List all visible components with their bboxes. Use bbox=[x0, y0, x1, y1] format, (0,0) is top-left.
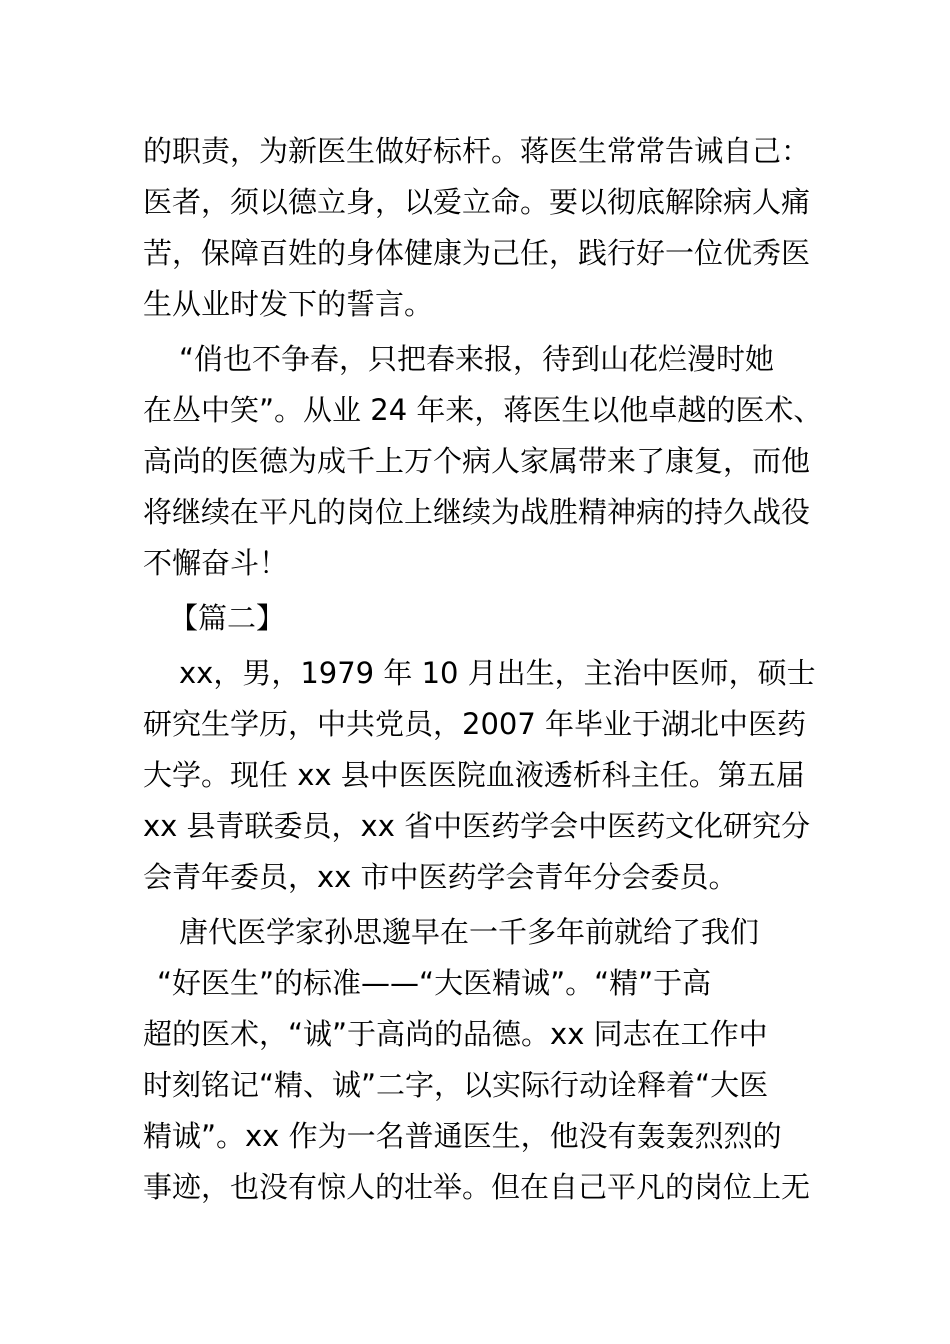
text-line: 唐代医学家孙思邈早在一千多年前就给了我们 bbox=[179, 915, 760, 949]
text-line: 高尚的医德为成千上万个病人家属带来了康复，而他 bbox=[143, 444, 811, 478]
text-line: “俏也不争春，只把春来报，待到山花烂漫时她 bbox=[179, 342, 775, 376]
text-line: 研究生学历，中共党员，2007 年毕业于湖北中医药 bbox=[143, 707, 807, 741]
text-line: 时刻铭记“精、诚”二字，以实际行动诠释着“大医 bbox=[143, 1068, 769, 1102]
document-body bbox=[143, 126, 823, 1213]
text-line: 在丛中笑”。从业 24 年来，蒋医生以他卓越的医术、 bbox=[143, 393, 823, 427]
paragraph-4 bbox=[143, 907, 811, 1213]
text-line: 大学。现任 xx 县中医医院血液透析科主任。第五届 bbox=[143, 758, 805, 792]
text-line: 将继续在平凡的岗位上继续为战胜精神病的持久战役 bbox=[143, 495, 811, 529]
text-line: xx 县青联委员，xx 省中医药学会中医药文化研究分 bbox=[143, 809, 811, 843]
text-line: 的职责，为新医生做好标杆。蒋医生常常告诫自己： bbox=[143, 134, 811, 168]
text-line: 超的医术，“诚”于高尚的品德。xx 同志在工作中 bbox=[143, 1017, 768, 1051]
text-line: “好医生”的标准——“大医精诚”。“精”于高 bbox=[157, 966, 712, 1000]
text-line: xx，男，1979 年 10 月出生，主治中医师，硕士 bbox=[179, 656, 816, 690]
section-title: 【篇二】 bbox=[169, 601, 286, 635]
text-line: 会青年委员，xx 市中医药学会青年分会委员。 bbox=[143, 860, 738, 894]
text-line: 精诚”。xx 作为一名普通医生，他没有轰轰烈烈的 bbox=[143, 1119, 782, 1153]
text-line: 生从业时发下的誓言。 bbox=[143, 287, 434, 321]
section-heading bbox=[143, 593, 811, 644]
paragraph-1 bbox=[143, 126, 811, 330]
text-line: 不懈奋斗！ bbox=[143, 546, 289, 580]
text-line: 医者，须以德立身，以爱立命。要以彻底解除病人痛 bbox=[143, 185, 811, 219]
text-line: 事迹，也没有惊人的壮举。但在自己平凡的岗位上无 bbox=[143, 1170, 811, 1204]
paragraph-2 bbox=[143, 334, 823, 589]
paragraph-3 bbox=[143, 648, 816, 903]
text-line: 苦，保障百姓的身体健康为己任，践行好一位优秀医 bbox=[143, 236, 811, 270]
